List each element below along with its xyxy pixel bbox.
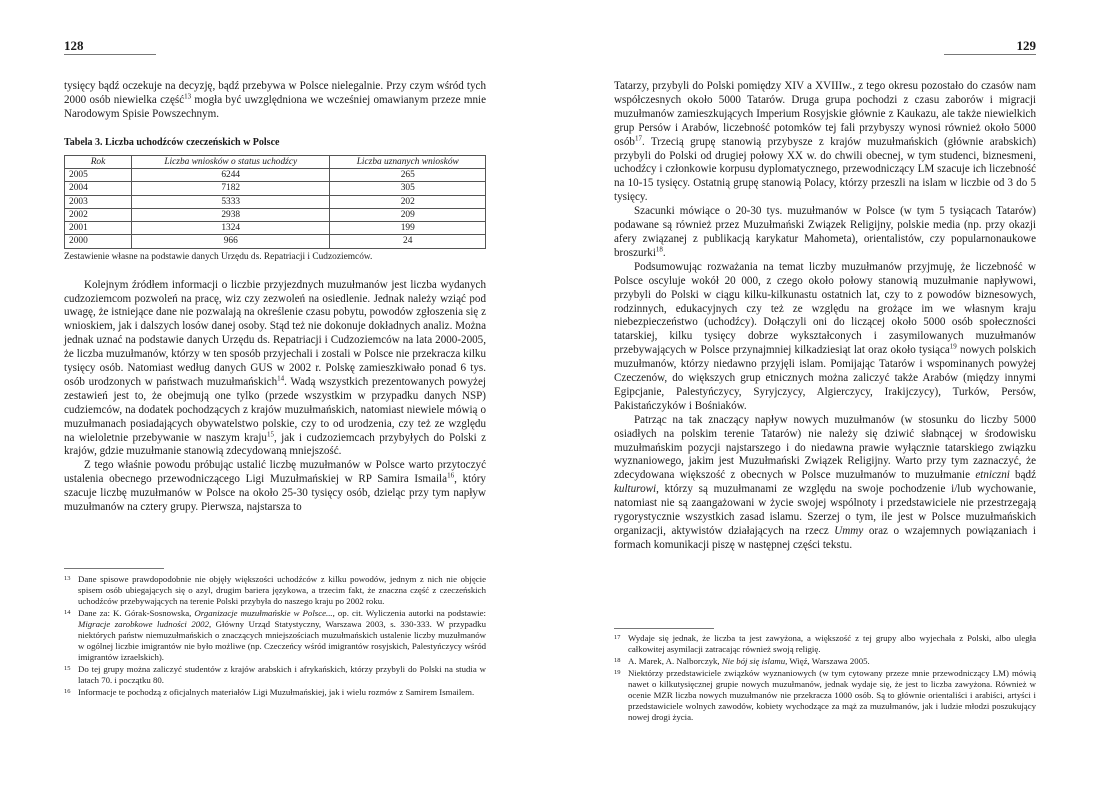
applications-cell: 2938 bbox=[132, 208, 330, 221]
footnote: 15 Do tej grupy można zaliczyć studentów z krajów arabskich i afrykańskich, którzy przybyli do Polski na studia w latach 70. i początku 80. bbox=[64, 664, 486, 685]
applications-cell: 966 bbox=[132, 235, 330, 248]
recognized-cell: 265 bbox=[330, 168, 486, 181]
refugee-table bbox=[64, 155, 486, 249]
year-cell: 2004 bbox=[65, 182, 132, 195]
table-header-row bbox=[65, 155, 486, 168]
recognized-cell: 24 bbox=[330, 235, 486, 248]
left-page-body bbox=[64, 80, 486, 515]
footnote-number: 15 bbox=[64, 665, 71, 672]
applications-cell: 7182 bbox=[132, 182, 330, 195]
footnote-ref: 15 bbox=[266, 429, 274, 438]
footnote-ref: 16 bbox=[447, 471, 455, 480]
table-row bbox=[65, 222, 486, 235]
body-paragraph: Tatarzy, przybyli do Polski pomiędzy XIV a XVIIIw., z tego okresu pozostało do czasów nam współczesnych około 5000 Tatarów. Druga grupa pochodzi z czasu zaborów i migracji muzułmanów zamieszkujących Imperium Rosyjskie głównie z Kaukazu, ale także niewielkich grup Persów i Arabów, liczebność potomków tej fali przybyszy wynosi również około 5000 osób$^{17}$. Trzecią grupę stanowią przybysze z krajów muzułmańskich (głównie arabskich) przybyli do Polski od drugiej połowy XX w. do chwili obecnej, w tym studenci, biznesmeni, uchodźcy i członkowie korpusu dyplomatycznego, przewodniczący LM szacuje ich liczebność na 10-15 tysięcy. Ostatnią grupę stanowią Polacy, którzy przeszli na islam w liczbie od 3 do 5 tysięcy. bbox=[614, 80, 1036, 204]
footnote-separator bbox=[614, 628, 714, 629]
footnotes bbox=[614, 633, 1036, 724]
page-number: 129 bbox=[1016, 38, 1036, 53]
table-source: Zestawienie własne na podstawie danych Urzędu ds. Repatriacji i Cudzoziemców. bbox=[64, 251, 373, 262]
column-header-applications: Liczba wniosków o status uchodźcy bbox=[132, 155, 330, 168]
footnote-separator bbox=[64, 568, 164, 569]
footnote: 14 Dane za: K. Górak-Sosnowska, Organizacje muzułmańskie w Polsce..., op. cit. Wyliczenia autorki na podstawie: Migracje zarobkowe ludności 2002, Główny Urząd Statystyczny, Warszawa 2003, s. 330-333. W przypadku niektórych państw niemuzułmańskich o znaczących mniejszościach muzułmańskich ustalenie liczby muzułmanów w ogólnej liczbie imigrantów nie było możliwe (np. Czeczeńcy wśród imigrantów rosyjskich, Palestyńczycy wśród imigrantów izraelskich). bbox=[64, 608, 487, 662]
table-caption: Tabela 3. Liczba uchodźców czeczeńskich w Polsce bbox=[64, 136, 280, 148]
footnote-number: 19 bbox=[614, 669, 621, 676]
intro-paragraph: tysięcy bądź oczekuje na decyzję, bądź przebywa w Polsce nielegalnie. Przy czym wśród tych 2000 osób niewielka część$^{13}$ mogła być uwzględniona we wcześniej omawianym przeze mnie Narodowym Spisie Powszechnym. bbox=[64, 80, 487, 120]
applications-cell: 5333 bbox=[132, 195, 330, 208]
right-page-body bbox=[614, 80, 1036, 553]
year-cell: 2000 bbox=[65, 235, 132, 248]
year-cell: 2002 bbox=[65, 208, 132, 221]
recognized-cell: 199 bbox=[330, 222, 486, 235]
footnote: 17 Wydaje się jednak, że liczba ta jest zawyżona, a większość z tej grupy albo wyjechała z Polski, albo uległa całkowitej asymilacji zatracając również swoją religię. bbox=[614, 633, 1036, 654]
year-cell: 2001 bbox=[65, 222, 132, 235]
footnote-ref: 14 bbox=[277, 374, 285, 383]
footnote-number: 18 bbox=[614, 657, 621, 664]
recognized-cell: 209 bbox=[330, 208, 486, 221]
body-paragraph: Szacunki mówiące o 20-30 tys. muzułmanów w Polsce (w tym 5 tysiącach Tatarów) podawane są również przez Muzułmański Związek Religijny, polskie media (np. przy okazji afery związanej z publikacją karykatur Mahometa), orientalistów, czy popularnonaukowe broszurki$^{18}$. bbox=[614, 205, 1036, 259]
footnote: 13 Dane spisowe prawdopodobnie nie objęły większości uchodźców z kilku powodów, jednym z nich nie objęcie spisem osób ubiegających się o azyl, drugim bariera językowa, a trzecim fakt, że znaczna część z czeczeńskich uchodźców przebywających na terenie Polski przybyła do naszego kraju po 2002 roku. bbox=[64, 574, 486, 606]
recognized-cell: 305 bbox=[330, 182, 486, 195]
year-cell: 2005 bbox=[65, 168, 132, 181]
table-row bbox=[65, 235, 486, 248]
header-rule bbox=[64, 54, 156, 55]
page-number: 128 bbox=[64, 38, 84, 53]
footnote-ref: 18 bbox=[655, 245, 663, 254]
year-cell: 2003 bbox=[65, 195, 132, 208]
table-row bbox=[65, 182, 486, 195]
body-paragraph: Kolejnym źródłem informacji o liczbie przyjezdnych muzułmanów jest liczba wydanych cudzoziemcom pozwoleń na pracę, wiz czy zezwoleń na osiedlenie. Jednak należy wziąć pod uwagę, że istniejące dane nie pozwalają na określenie czasu pobytu, powodów zgłoszenia się z wnioskiem, jak i dalszych losów danej osoby. Stąd też nie dokonuje dokładnych analiz. Można jednak uznać na podstawie danych Urzędu ds. Repatriacji i Cudzoziemców na lata 2000-2005, że liczba muzułmanów, którzy w ten sposób przyjechali i zostali w Polsce nie przekracza kilku tysięcy osób. Natomiast według danych GUS w 2002 r. Polskę zamieszkiwało ponad 6 tys. osób urodzonych w państwach muzułmańskich$^{14}$. Wadą wszystkich prezentowanych powyżej zestawień jest to, że obejmują one tylko (przede wszystkim w przypadku danych NSP) cudziemców, na dodatek pochodzących z krajów muzułmańskich, natomiast niewiele mówią o muzułmanach posiadających obywatelstwo polskie, czy to od urodzenia, czy też ze względu na wieloletnie przebywanie w naszym kraju$^{15}$, jak i cudzoziemcach przybyłych do Polski z krajów, gdzie muzułmanie stanowią zdecydowaną mniejszość. bbox=[64, 278, 486, 458]
footnote-ref: 19 bbox=[949, 342, 957, 351]
footnote-number: 16 bbox=[64, 688, 71, 695]
table-row bbox=[65, 195, 486, 208]
body-paragraph: Patrząc na tak znaczący napływ nowych muzułmanów (w stosunku do liczby 5000 osiadłych na polskim terenie Tatarów) nie należy się dziwić słabnącej w środowisku muzułmańskim pozycji najstarszego i do niedawna prawie wyłącznie tatarskiego związku wyznaniowego, jakim jest Muzułmański Związek Religijny. Warto przy tym zaznaczyć, że zdecydowana większość z obecnych w Polsce muzułmanów to muzułmanie etniczni bądź kulturowi, którzy są muzułmanami ze względu na swoje pochodzenie i/lub wychowanie, natomiast nie są zaangażowani w życie swojej wspólnoty i przedstawiciele nie przestrzegają rygorystycznie wszystkich zasad islamu. Szerzej o tym, ile jest w Polsce muzułmańskich organizacji, aktywistów działających na rzecz Ummy oraz o wzajemnych powiązaniach i formach komunikacji piszę w następnej części tekstu. bbox=[614, 413, 1037, 551]
applications-cell: 6244 bbox=[132, 168, 330, 181]
body-paragraph: Podsumowując rozważania na temat liczby muzułmanów przyjmuję, że liczebność w Polsce oscyluje wokół 20 000, z czego około połowy stanowią muzułmanie napływowi, przybyli do Polski w ciągu kilku-kilkunastu ostatnich lat, czy to z powodów biznesowych, rodzinnych, edukacyjnych czy też ze względu na grożące im we własnym kraju niebezpieczeństwo (uchodźcy). Dołączyli oni do liczącej około 5000 osób społeczności tatarskiej, kilku tysięcy dobrze wykształconych i zasymilowanych muzułmanów przebywających w Polsce przynajmniej kilkadziesiąt lat oraz około tysiąca$^{19}$ nowych polskich muzułmanów, którzy niedawno przyjęli islam. Pomijając Tatarów i wspominanych powyżej Czeczenów, do większych grup etnicznych można zaliczyć także Arabów (między innymi Egipcjanie, Palestyńczycy, Syryjczycy, Algierczycy, Irakijczycy), Turków, Persów, Pakistańczyków i Bośniaków. bbox=[614, 260, 1036, 412]
footnote: 18 A. Marek, A. Nalborczyk, Nie bój się islamu, Więź, Warszawa 2005. bbox=[614, 656, 870, 666]
column-header-year: Rok bbox=[65, 155, 132, 168]
footnote-number: 13 bbox=[64, 575, 71, 582]
right-page bbox=[550, 0, 1100, 786]
column-header-recognized: Liczba uznanych wniosków bbox=[330, 155, 486, 168]
footnote-ref: 17 bbox=[634, 133, 642, 142]
footnote-number: 17 bbox=[614, 634, 621, 641]
header-rule bbox=[944, 54, 1036, 55]
footnote-ref: 13 bbox=[184, 92, 192, 101]
footnote-number: 14 bbox=[64, 609, 71, 616]
footnote: 16 Informacje te pochodzą z oficjalnych materiałów Ligi Muzułmańskiej, jak i wielu rozmów z Samirem Ismailem. bbox=[64, 687, 475, 697]
footnote: 19 Niektórzy przedstawiciele związków wyznaniowych (w tym cytowany przeze mnie przewodniczący LM) mówią nawet o kilkutysięcznej grupie nowych muzułmanów, jednak wydaje się, że jest to liczba zawyżona. Również w ocenie MZR liczba nowych muzułmanów nie przekracza 1000 osób. Są to głównie orientaliści i arabiści, artyści i przedstawiciele wolnych zawodów, kobiety wychodzące za mąż za muzułmanów, jak i ludzie młodzi poszukujący nowej drogi życia. bbox=[614, 668, 1036, 722]
table-row bbox=[65, 168, 486, 181]
applications-cell: 1324 bbox=[132, 222, 330, 235]
table-row bbox=[65, 208, 486, 221]
body-paragraph: Z tego właśnie powodu próbując ustalić liczbę muzułmanów w Polsce warto przytoczyć ustalenia obecnego przewodniczącego Ligi Muzułmańskiej w RP Samira Ismaila$^{16}$, który szacuje liczbę muzułmanów w Polsce na około 25-30 tysięcy osób, dzieląc przy tym napływ muzułmanów na cztery grupy. Pierwsza, najstarsza to bbox=[64, 459, 486, 514]
recognized-cell: 202 bbox=[330, 195, 486, 208]
footnotes bbox=[64, 574, 486, 699]
